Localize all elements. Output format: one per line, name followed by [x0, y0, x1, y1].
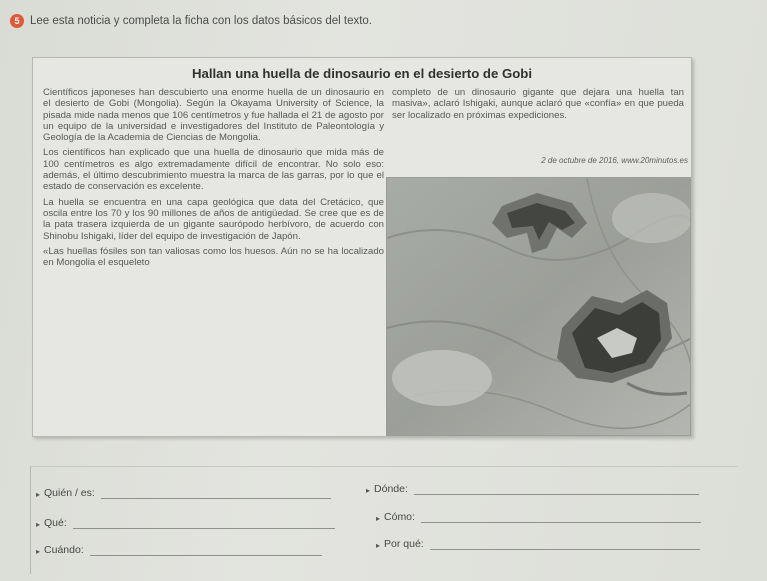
field-label: Cuándo:: [44, 544, 84, 556]
field-label: Quién / es:: [44, 487, 95, 499]
field-donde: [366, 483, 699, 495]
field-como: [376, 511, 701, 523]
article-paragraph: Científicos japoneses han descubierto una enorme huella de un dinosaurio en el desierto de Gobi (Mongolia). Según la Okayama University of Science, la pisada mide nada menos que 106 centímetros y fue hallada el 21 de agosto por un equipo de la universidad e investigadores del Instituto de Paleontología y Geología de la Academia de Ciencias de Mongolia.: [43, 87, 384, 144]
article-paragraph: completo de un dinosaurio gigante que dejara una huella tan masiva», aclaró Ishigaki, aunque aclaró que «confía» en que pueda ser localizado en próximas expediciones.: [392, 87, 684, 121]
field-cuando: [36, 544, 322, 556]
arrow-icon: ▸: [36, 520, 41, 529]
arrow-icon: ▸: [376, 541, 381, 550]
article-source: 2 de octubre de 2016, www.20minutos.es: [541, 156, 688, 165]
article-headline: Hallan una huella de dinosaurio en el desierto de Gobi: [191, 66, 532, 81]
field-label: Dónde:: [374, 483, 408, 495]
exercise-number: 5: [10, 14, 24, 28]
exercise-instruction: [10, 14, 750, 28]
field-label: Por qué:: [384, 538, 424, 550]
article-paragraph: La huella se encuentra en una capa geológica que data del Cretácico, que oscila entre los 70 y los 90 millones de años de antigüedad. Se cree que es de la pata trasera izquierda de un gigante saurópodo herbívoro, de acuerdo con Shinobu Ishigaki, líder del equipo de investigación de Japón.: [43, 196, 384, 242]
arrow-icon: ▸: [36, 547, 41, 556]
arrow-icon: ▸: [36, 490, 41, 499]
quien-answer-line[interactable]: [101, 498, 331, 499]
news-article-card: [32, 57, 692, 437]
como-answer-line[interactable]: [421, 522, 701, 523]
field-label: Cómo:: [384, 511, 415, 523]
arrow-icon: ▸: [366, 486, 371, 495]
data-sheet-form: [30, 466, 738, 574]
que-answer-line[interactable]: [73, 528, 335, 529]
donde-answer-line[interactable]: [414, 494, 699, 495]
field-por-que: [376, 538, 700, 550]
instruction-text: Lee esta noticia y completa la ficha con los datos básicos del texto.: [30, 15, 373, 27]
article-paragraph: Los científicos han explicado que una huella de dinosaurio que mida más de 100 centímetros es algo extremadamente difícil de encontrar. No solo eso: además, el último descubrimiento muestra la marca de las garras, por lo que el estado de conservación es excelente.: [43, 147, 384, 193]
article-paragraph: «Las huellas fósiles son tan valiosas como los huesos. Aún no se ha localizado en Mongolia el esqueleto: [43, 245, 384, 269]
article-left-column: [43, 87, 384, 272]
arrow-icon: ▸: [376, 514, 381, 523]
por-que-answer-line[interactable]: [430, 549, 700, 550]
field-quien: [36, 487, 331, 499]
field-que: [36, 517, 335, 529]
article-right-column: [392, 87, 684, 121]
field-label: Qué:: [44, 517, 67, 529]
cuando-answer-line[interactable]: [90, 555, 322, 556]
dinosaur-footprint-photo: [386, 177, 691, 436]
